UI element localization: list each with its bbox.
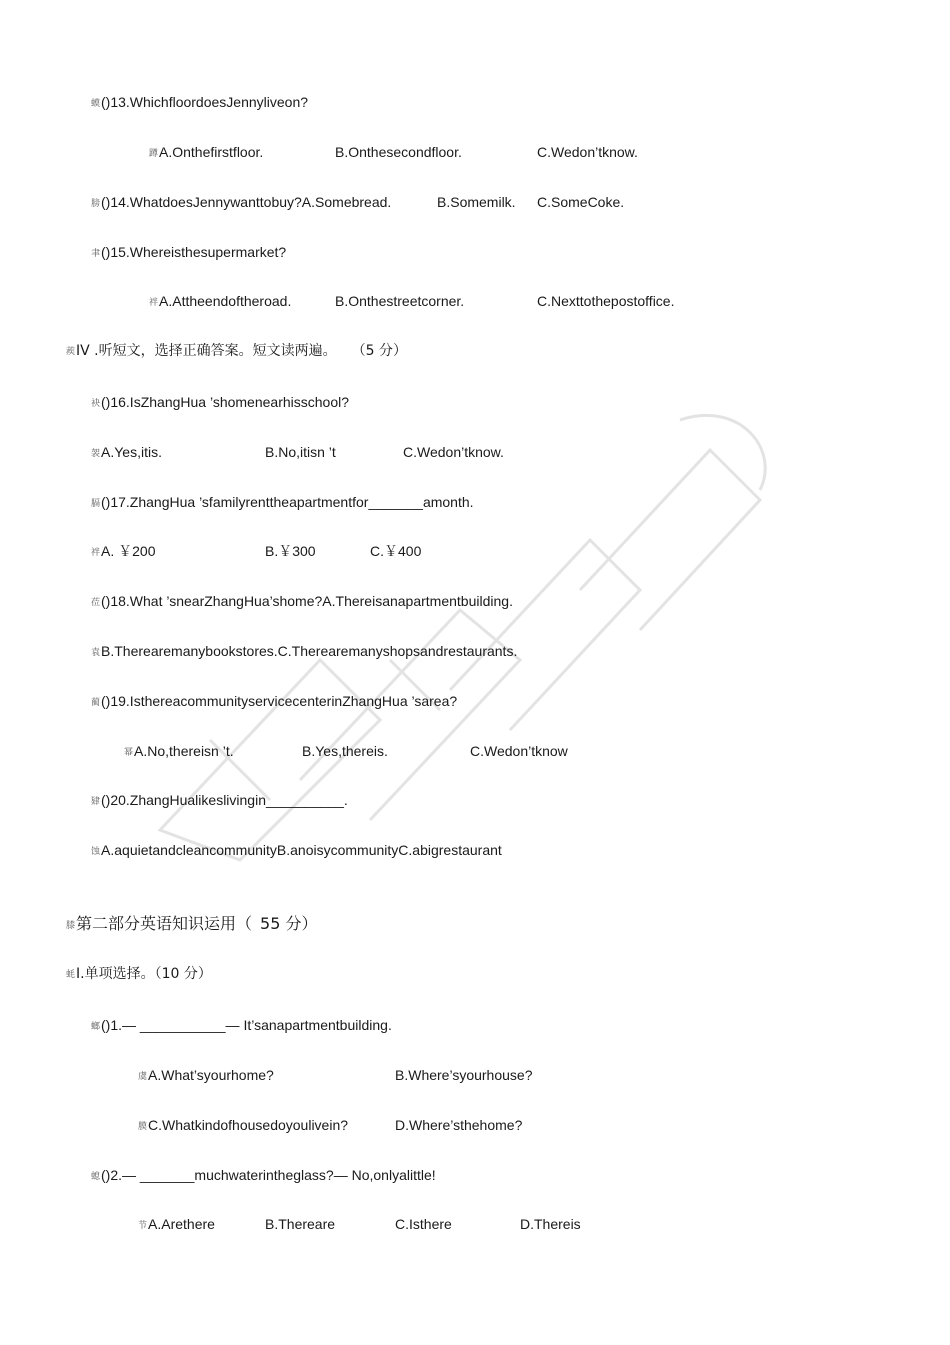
option-b: B.Thereare xyxy=(265,1216,336,1232)
option-a: A. ￥200 xyxy=(101,543,156,559)
question-13-stem: ()13.WhichfloordoesJennyliveon? xyxy=(101,94,309,110)
option-c: C.Wedon’tknow. xyxy=(403,444,504,460)
question-16-stem: ()16.IsZhangHua ’shomenearhisschool? xyxy=(101,394,350,410)
question-20: 肄()20.ZhangHualikeslivingin__________. xyxy=(91,792,348,808)
option-a: A.Attheendoftheroad. xyxy=(159,293,292,309)
option-c: C.Wedon’tknow xyxy=(470,743,568,759)
question-13-options: 蹲A.Onthefirstfloor. xyxy=(149,144,264,160)
question-18-options: B.Therearemanybookstores.C.Therearemanyshopsandrestaurants. xyxy=(101,643,518,659)
question-19: 蔺()19.IsthereacommunityservicecenterinZhangHua ’sarea? xyxy=(91,693,458,709)
option-c: C.￥400 xyxy=(370,543,422,559)
question-19-stem: ()19.IsthereacommunityservicecenterinZhangHua ’sarea? xyxy=(101,693,458,709)
option-c: C.Nexttothepostoffice. xyxy=(537,293,675,309)
question-18: 莅()18.What ’snearZhangHua’shome?A.Thereisanapartmentbuilding. xyxy=(91,593,513,609)
section-score: （5 分） xyxy=(358,343,407,359)
question-16: 袂()16.IsZhangHua ’shomenearhisschool? xyxy=(91,394,350,410)
question-14-stem: ()14.WhatdoesJennywanttobuy?A.Somebread. xyxy=(101,194,392,210)
part-two-heading: 膝第二部分英语知识运用（ 55 分） xyxy=(66,914,318,933)
option-d: D.Thereis xyxy=(520,1216,581,1232)
question-15: 聿()15.Whereisthesupermarket? xyxy=(91,244,287,260)
question-20-stem: ()20.ZhangHualikeslivingin__________. xyxy=(101,792,348,808)
question-14: 膀()14.WhatdoesJennywanttobuy?A.Somebread. xyxy=(91,194,392,210)
option-b: B.Yes,thereis. xyxy=(302,743,388,759)
question-17-stem: ()17.ZhangHua ’sfamilyrenttheapartmentfor_______amonth. xyxy=(101,494,474,510)
option-a: A.Yes,itis. xyxy=(101,444,162,460)
option-b: B.Where’syourhouse? xyxy=(395,1067,533,1083)
part-score: 55 分） xyxy=(260,914,318,933)
question-17: 膈()17.ZhangHua ’sfamilyrenttheapartmentfor_______amonth. xyxy=(91,494,474,510)
question-1-options-row1: 虞A.What’syourhome? xyxy=(138,1067,274,1083)
question-2-stem: ()2.— _______muchwaterintheglass?— No,onlyalittle! xyxy=(101,1167,436,1183)
question-18-stem: ()18.What ’snearZhangHua’shome?A.Thereisanapartmentbuilding. xyxy=(101,593,513,609)
section-iv-heading: 蒺IV .听短文，选择正确答案。短文读两遍。 （5 分） xyxy=(66,343,407,359)
option-b: B.Onthestreetcorner. xyxy=(335,293,465,309)
question-1-stem: ()1.— ___________— It’sanapartmentbuilding. xyxy=(101,1017,392,1033)
option-a: A.Arethere xyxy=(148,1216,215,1232)
question-19-options: 幂A.No,thereisn ’t. xyxy=(124,743,234,759)
question-1-options-row2: 膜C.Whatkindofhousedoyoulivein? xyxy=(138,1117,349,1133)
option-c: C.SomeCoke. xyxy=(537,194,625,210)
question-16-options: 袈A.Yes,itis. xyxy=(91,444,162,460)
section-title: IV .听短文，选择正确答案。短文读两遍。 xyxy=(76,343,337,359)
option-d: D.Where’sthehome? xyxy=(395,1117,523,1133)
question-1: 螂()1.— ___________— It’sanapartmentbuilding. xyxy=(91,1017,392,1033)
question-17-options: 袢A. ￥200 xyxy=(91,543,156,559)
option-c: C.Wedon’tknow. xyxy=(537,144,638,160)
question-18-continued: 袁B.Therearemanybookstores.C.Therearemanyshopsandrestaurants. xyxy=(91,643,518,659)
option-b: B.￥300 xyxy=(265,543,316,559)
option-a: A.Onthefirstfloor. xyxy=(159,144,264,160)
option-a: A.No,thereisn ’t. xyxy=(134,743,234,759)
section-title: Ⅰ.单项选择。（10 分） xyxy=(76,966,212,982)
question-2: 螅()2.— _______muchwaterintheglass?— No,onlyalittle! xyxy=(91,1167,436,1183)
question-13: 蟆()13.WhichfloordoesJennyliveon? xyxy=(91,94,309,110)
question-20-options: A.aquietandcleancommunityB.anoisycommunityC.abigrestaurant xyxy=(101,842,502,858)
question-20-continued: 蚀A.aquietandcleancommunityB.anoisycommunityC.abigrestaurant xyxy=(91,842,502,858)
option-a: A.What’syourhome? xyxy=(148,1067,274,1083)
option-c: C.Isthere xyxy=(395,1216,452,1232)
option-c: C.Whatkindofhousedoyoulivein? xyxy=(148,1117,349,1133)
question-15-options: 袢A.Attheendoftheroad. xyxy=(149,293,292,309)
option-b: B.No,itisn ’t xyxy=(265,444,336,460)
option-b: B.Somemilk. xyxy=(437,194,516,210)
question-15-stem: ()15.Whereisthesupermarket? xyxy=(101,244,287,260)
part-title: 第二部分英语知识运用（ xyxy=(76,914,253,933)
section-i-heading: 蚝Ⅰ.单项选择。（10 分） xyxy=(66,966,212,982)
option-b: B.Onthesecondfloor. xyxy=(335,144,462,160)
question-2-options: 节A.Arethere xyxy=(138,1216,215,1232)
